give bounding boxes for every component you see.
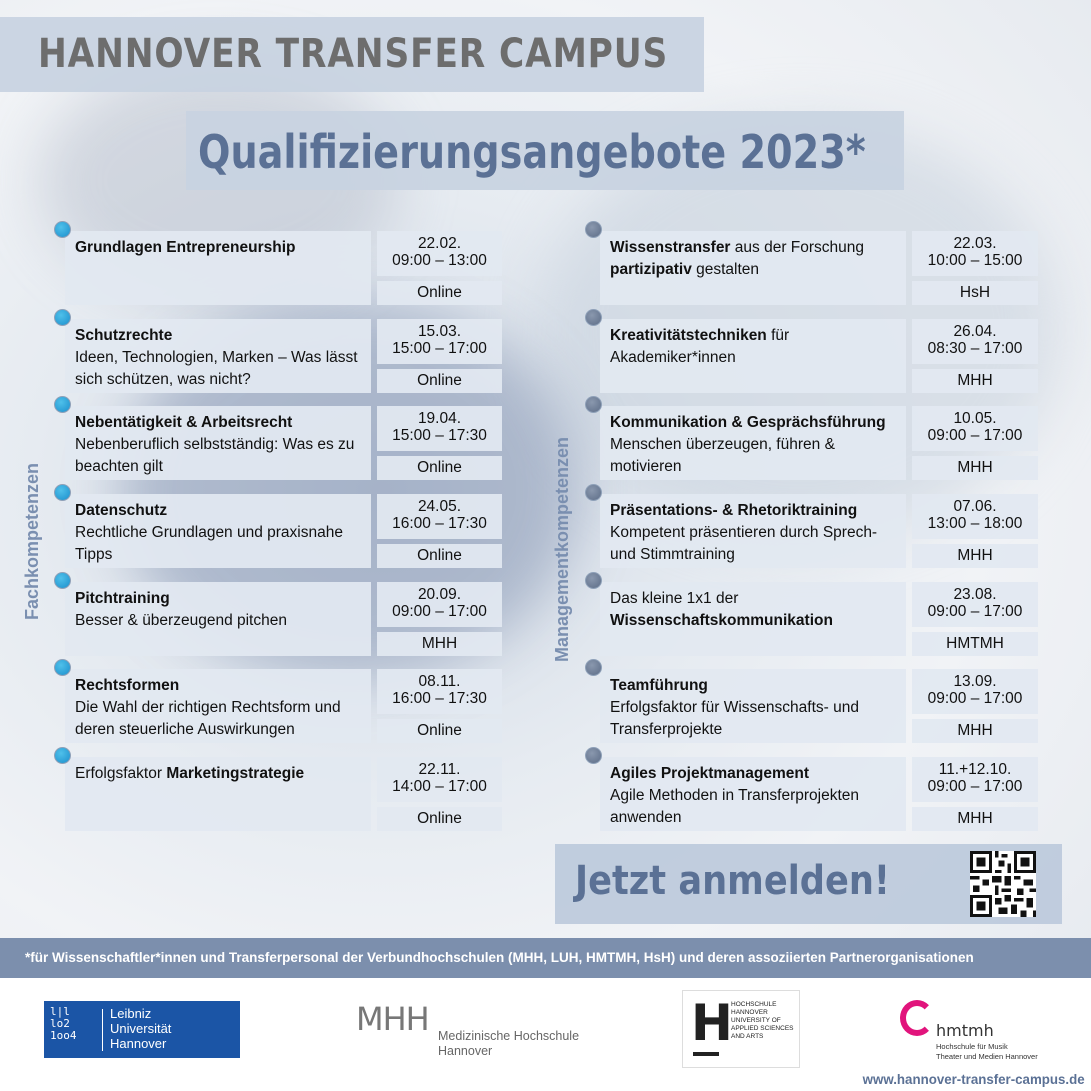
register-button-label: Jetzt anmelden! [575,858,890,904]
course-date-time: 09:00 – 13:00 [392,252,487,269]
course-location: Online [377,281,502,305]
course-date-day: 08.11. [418,673,461,690]
hsh-logo[interactable] [682,990,800,1068]
course-date-day: 22.11. [418,761,461,778]
hsh-logo-mark: H [691,994,733,1052]
cyan-circle-bullet-icon [54,572,71,589]
course-item[interactable] [600,669,1038,743]
course-date [377,231,502,276]
course-description: Erfolgsfaktor Marketingstrategie [65,757,371,831]
course-description: Wissenstransfer aus der Forschung partizipativ gestalten [600,231,906,305]
mhh-logo[interactable] [356,1000,596,1066]
course-description: Rechtsformen Die Wahl der richtigen Rechtsform und deren steuerliche Auswirkungen [65,669,371,743]
grey-circle-bullet-icon [585,659,602,676]
hsh-logo-name: HOCHSCHULE HANNOVER UNIVERSITY OF APPLIED SCIENCES AND ARTS [731,1001,794,1040]
course-date-time: 09:00 – 17:00 [927,427,1023,444]
hmtmh-logo-name: hmtmh [936,1021,994,1040]
course-description: Das kleine 1x1 der Wissenschaftskommunikation [600,582,906,656]
hmtmh-logo[interactable] [898,1000,1058,1070]
course-date-day: 26.04. [953,323,997,340]
course-date [912,406,1038,451]
course-date [377,669,502,714]
category-label-fachkompetenzen: Fachkompetenzen [22,462,42,620]
course-description: Agiles Projektmanagement Agile Methoden in Transferprojekten anwenden [600,757,906,831]
course-location: MHH [912,369,1038,393]
course-date-day: 07.06. [953,498,997,515]
course-date [912,319,1038,364]
hmtmh-logo-mark [900,1000,934,1036]
course-date-time: 09:00 – 17:00 [392,603,487,620]
course-date-time: 09:00 – 17:00 [927,690,1023,707]
course-item[interactable] [600,582,1038,656]
course-date-time: 09:00 – 17:00 [927,778,1023,795]
course-date-time: 09:00 – 17:00 [927,603,1023,620]
course-item[interactable] [65,494,502,568]
cyan-circle-bullet-icon [54,659,71,676]
course-date [912,231,1038,276]
course-item[interactable] [65,669,502,743]
course-date-time: 16:00 – 17:30 [392,690,487,707]
course-item[interactable] [600,406,1038,480]
footnote: *für Wissenschaftler*innen und Transferpersonal der Verbundhochschulen (MHH, LUH, HMTMH, HsH) und deren assoziierten Partnerorganisationen [0,938,1091,978]
course-location: Online [377,544,502,568]
course-date [377,757,502,802]
hsh-logo-bar [693,1052,719,1056]
course-item[interactable] [65,757,502,831]
title-band [0,17,704,92]
course-location: Online [377,807,502,831]
course-date-day: 23.08. [953,586,997,603]
course-description: Schutzrechte Ideen, Technologien, Marken – Was lässt sich schützen, was nicht? [65,319,371,393]
course-date-time: 13:00 – 18:00 [927,515,1023,532]
course-date-time: 15:00 – 17:00 [392,340,487,357]
course-date-day: 22.03. [953,235,997,252]
course-location: Online [377,369,502,393]
website-link[interactable]: www.hannover-transfer-campus.de [863,1071,1085,1087]
course-location: MHH [912,544,1038,568]
course-date-time: 10:00 – 15:00 [927,252,1023,269]
category-label-managementkompetenzen: Managementkompetenzen [552,436,572,662]
grey-circle-bullet-icon [585,572,602,589]
cyan-circle-bullet-icon [54,396,71,413]
course-item[interactable] [65,231,502,305]
course-item[interactable] [600,319,1038,393]
mhh-logo-mark: MHH [356,1000,429,1038]
course-location: MHH [377,632,502,656]
grey-circle-bullet-icon [585,747,602,764]
course-location: MHH [912,719,1038,743]
course-location: MHH [912,456,1038,480]
course-item[interactable] [600,231,1038,305]
page-subtitle: Qualifizierungsangebote 2023* [198,125,866,179]
course-date-day: 10.05. [953,410,997,427]
course-date-time: 15:00 – 17:30 [392,427,487,444]
cyan-circle-bullet-icon [54,484,71,501]
cyan-circle-bullet-icon [54,221,71,238]
luh-logo[interactable] [44,1001,240,1058]
mhh-logo-name: Medizinische Hochschule Hannover [438,1029,580,1058]
course-date [377,406,502,451]
grey-circle-bullet-icon [585,309,602,326]
course-date [912,669,1038,714]
course-date [912,494,1038,539]
course-item[interactable] [600,757,1038,831]
cyan-circle-bullet-icon [54,747,71,764]
grey-circle-bullet-icon [585,396,602,413]
luh-logo-divider [102,1009,103,1051]
course-description: Teamführung Erfolgsfaktor für Wissenschafts- und Transferprojekte [600,669,906,743]
course-date-time: 08:30 – 17:00 [927,340,1023,357]
course-date-day: 11.+12.10. [938,761,1012,778]
course-item[interactable] [65,319,502,393]
course-date-day: 19.04. [417,410,462,427]
course-date [377,494,502,539]
subtitle-band [186,111,904,190]
course-date [377,319,502,364]
course-location: Online [377,719,502,743]
course-description: Präsentations- & Rhetoriktraining Kompetent präsentieren durch Sprech- und Stimmtraining [600,494,906,568]
page-title: HANNOVER TRANSFER CAMPUS [38,31,669,77]
cyan-circle-bullet-icon [54,309,71,326]
course-description: Kommunikation & Gesprächsführung Menschen überzeugen, führen & motivieren [600,406,906,480]
grey-circle-bullet-icon [585,484,602,501]
course-location: MHH [912,807,1038,831]
course-date-day: 20.09. [417,586,462,603]
course-description: Grundlagen Entrepreneurship [65,231,371,305]
luh-logo-mark: l|l lo2 1oo4 [50,1005,77,1042]
course-item[interactable] [65,582,502,656]
course-description: Pitchtraining Besser & überzeugend pitchen [65,582,371,656]
course-date-time: 16:00 – 17:30 [392,515,487,532]
course-date [377,582,502,627]
course-location: Online [377,456,502,480]
course-date-day: 13.09. [953,673,997,690]
luh-logo-name: Leibniz Universität Hannover [110,1006,172,1051]
course-description: Nebentätigkeit & Arbeitsrecht Nebenberuflich selbstständig: Was es zu beachten gilt [65,406,371,480]
course-item[interactable] [600,494,1038,568]
course-date-day: 22.02. [417,235,462,252]
course-date-day: 24.05. [417,498,462,515]
course-location: HMTMH [912,632,1038,656]
grey-circle-bullet-icon [585,221,602,238]
hmtmh-logo-sub: Hochschule für Musik Theater und Medien Hannover [936,1042,1038,1061]
course-date-time: 14:00 – 17:00 [392,778,487,795]
course-location: HsH [912,281,1038,305]
course-date [912,582,1038,627]
course-description: Kreativitätstechniken für Akademiker*innen [600,319,906,393]
qr-code-icon[interactable] [970,851,1036,917]
logo-bar [0,978,1091,1091]
course-date [912,757,1038,802]
course-item[interactable] [65,406,502,480]
course-description: Datenschutz Rechtliche Grundlagen und praxisnahe Tipps [65,494,371,568]
course-date-day: 15.03. [417,323,462,340]
